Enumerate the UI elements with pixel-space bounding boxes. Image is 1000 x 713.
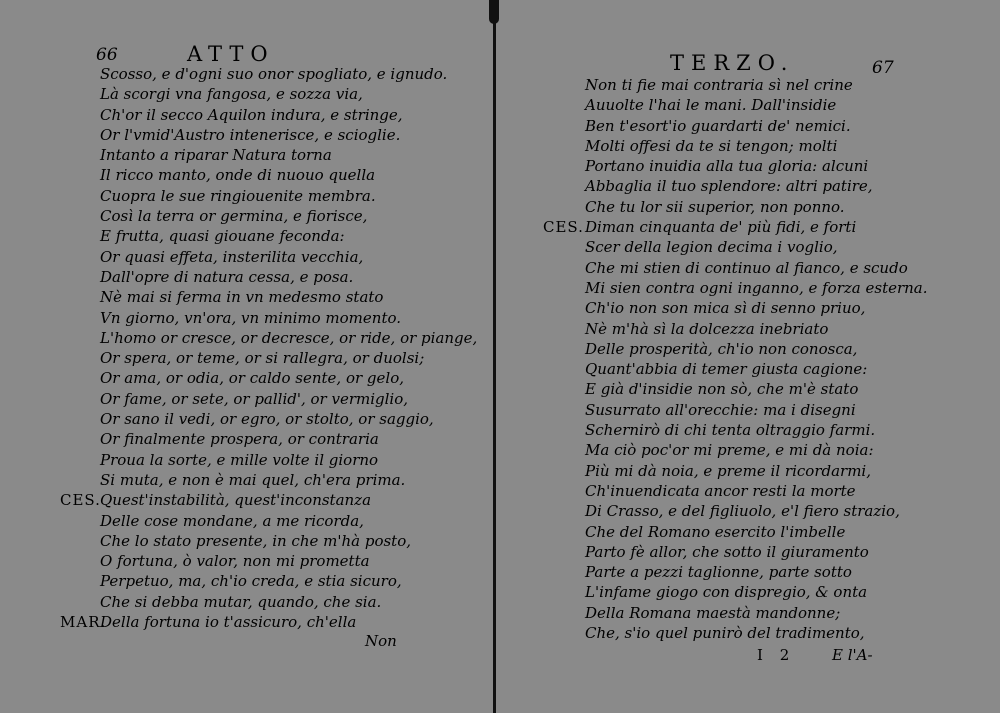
verse-text: Nè m'hà sì la dolcezza inebriato [585,319,829,338]
verse-text: Or fame, or sete, or pallid', or vermiglio, [100,389,409,408]
catchword: Non [365,632,397,650]
verse-text: Che del Romano esercito l'imbelle [585,522,846,541]
verse-text: Ma ciò poc'or mi preme, e mi dà noia: [585,441,874,460]
verse-text: L'homo or cresce, or decresce, or ride, or piange, [100,328,478,347]
speaker-label: CES. [543,218,584,237]
verse-text: Vn giorno, vn'ora, vn minimo momento. [100,308,402,327]
running-head: TERZO. [670,51,795,75]
book-gutter [493,0,496,713]
verse-text: Dall'opre di natura cessa, e posa. [100,267,354,286]
verse-text: Molti offesi da te si tengon; molti [585,136,838,155]
verse-text: Si muta, e non è mai quel, ch'era prima. [100,470,406,489]
verse-text: Delle prosperità, ch'io non conosca, [585,339,858,358]
verse-text: Che, s'io quel punirò del tradimento, [585,624,865,643]
verse-text: Intanto a riparar Natura torna [100,146,332,165]
verse-text: Là scorgi vna fangosa, e sozza via, [100,85,363,104]
speaker-label: CES. [60,491,101,510]
verse-text: Ch'inuendicata ancor resti la morte [585,481,856,500]
verse-text: Scosso, e d'ogni suo onor spogliato, e ignudo. [100,65,448,83]
verse-text: Or spera, or teme, or si rallegra, or duolsi; [100,349,425,368]
verse-text: Delle cose mondane, a me ricorda, [100,511,364,530]
page-number: 66 [96,45,118,65]
verse-text: Cuopra le sue ringiouenite membra. [100,186,376,205]
verse-text: Auuolte l'hai le mani. Dall'insidie [585,96,837,115]
verse-text: Or quasi effeta, insterilita vecchia, [100,247,364,266]
verse-text: Quest'instabilità, quest'inconstanza [100,491,372,510]
verse-text: Mi sien contra ogni inganno, e forza esterna. [585,278,928,297]
verse-text: Or l'vmid'Austro intenerisce, e scioglie. [100,125,401,144]
speaker-label: MAR. [60,613,107,632]
verse-text: Or sano il vedi, or egro, or stolto, or saggio, [100,410,434,429]
verse-text: Diman cinquanta de' più fidi, e forti [585,218,857,237]
verse-text: Abbaglia il tuo splendore: altri patire, [585,177,873,196]
page-number: 67 [872,58,894,78]
verse-text: Nè mai si ferma in vn medesmo stato [100,288,384,307]
verse-text: Più mi dà noia, e preme il ricordarmi, [585,461,871,480]
verse-text: Della fortuna io t'assicuro, ch'ella [100,613,357,632]
verse-text: L'infame giogo con dispregio, & onta [585,583,868,602]
verse-text: Della Romana maestà mandonne; [585,603,841,622]
verse-text: Or finalmente prospera, or contraria [100,430,379,449]
verse-text: O fortuna, ò valor, non mi prometta [100,552,370,571]
running-head: ATTO [187,42,275,66]
verse-text: Di Crasso, e del figliuolo, e'l fiero strazio, [585,502,900,521]
catchword: E l'A- [832,646,873,664]
verse-text: Così la terra or germina, e fiorisce, [100,207,368,226]
verse-text: Proua la sorte, e mille volte il giorno [100,450,379,469]
verse-text: Perpetuo, ma, ch'io creda, e stia sicuro, [100,572,402,591]
verse-text: Susurrato all'orecchie: ma i disegni [585,400,856,419]
verse-text: Che tu lor sii superior, non ponno. [585,197,845,216]
verse-text: Or ama, or odia, or caldo sente, or gelo, [100,369,404,388]
verse-text: Scer della legion decima i voglio, [585,238,838,257]
verse-text: Il ricco manto, onde di nuouo quella [100,166,376,185]
verse-text: Non ti fie mai contraria sì nel crine [585,76,853,94]
left-page [0,0,495,713]
verse-text: Schernirò di chi tenta oltraggio farmi. [585,421,876,440]
signature-mark: I 2 [757,646,796,664]
right-page [497,0,1000,713]
verse-text: Quant'abbia di temer giusta cagione: [585,360,868,379]
verse-text: Parte a pezzi taglionne, parte sotto [585,563,852,582]
verse-text: E già d'insidie non sò, che m'è stato [585,380,859,399]
verse-text: Che lo stato presente, in che m'hà posto, [100,531,412,550]
verse-text: Portano inuidia alla tua gloria: alcuni [585,157,869,176]
verse-text: Che mi stien di continuo al fianco, e scudo [585,258,908,277]
verse-text: Ben t'esort'io guardarti de' nemici. [585,116,851,135]
verse-text: Che si debba mutar, quando, che sia. [100,592,382,611]
verse-text: E frutta, quasi giouane feconda: [100,227,345,246]
verse-text: Ch'io non son mica sì di senno priuo, [585,299,866,318]
verse-text: Ch'or il secco Aquilon indura, e stringe, [100,105,403,124]
verse-text: Parto fè allor, che sotto il giuramento [585,542,869,561]
